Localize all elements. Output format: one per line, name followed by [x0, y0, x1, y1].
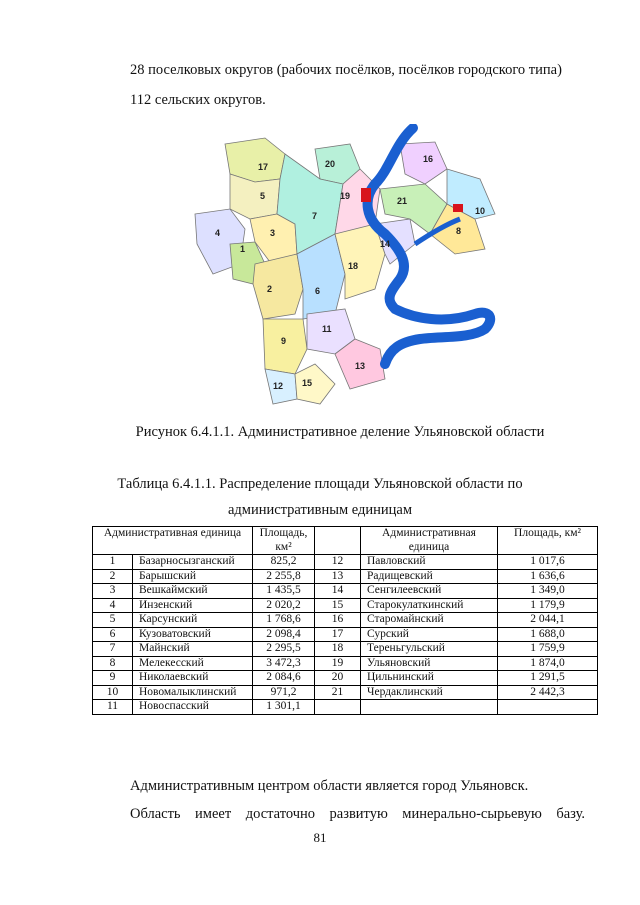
district-name-right: Сурский	[361, 627, 498, 642]
row-number-left: 8	[93, 656, 133, 671]
header-blank	[315, 527, 361, 555]
district-area-right	[498, 700, 598, 715]
row-number-right: 12	[315, 555, 361, 570]
table-header-row	[93, 527, 598, 555]
table-row	[93, 569, 598, 584]
row-number-right: 19	[315, 656, 361, 671]
table-row	[93, 598, 598, 613]
row-number-left: 3	[93, 584, 133, 599]
district-name-left: Барышский	[133, 569, 253, 584]
map-label-15: 15	[302, 378, 313, 388]
map-label-6: 6	[315, 286, 321, 296]
table-row	[93, 584, 598, 599]
row-number-right: 13	[315, 569, 361, 584]
row-number-left: 5	[93, 613, 133, 628]
district-name-right: Сенгилеевский	[361, 584, 498, 599]
district-name-left: Инзенский	[133, 598, 253, 613]
row-number-left: 4	[93, 598, 133, 613]
district-name-left: Новоспасский	[133, 700, 253, 715]
map-label-16: 16	[423, 154, 434, 164]
district-name-left: Николаевский	[133, 671, 253, 686]
row-number-left: 2	[93, 569, 133, 584]
table-row	[93, 700, 598, 715]
district-area-right: 1 874,0	[498, 656, 598, 671]
district-name-right: Ульяновский	[361, 656, 498, 671]
header-unit-right: Административная единица	[361, 527, 498, 555]
map-label-14: 14	[380, 239, 391, 249]
row-number-right: 18	[315, 642, 361, 657]
district-9	[263, 319, 307, 374]
table-row	[93, 685, 598, 700]
row-number-right: 20	[315, 671, 361, 686]
row-number-right: 16	[315, 613, 361, 628]
table-row	[93, 627, 598, 642]
map-label-5: 5	[260, 191, 266, 201]
district-area-left: 1 435,5	[253, 584, 315, 599]
table-row	[93, 671, 598, 686]
district-area-left: 3 472,3	[253, 656, 315, 671]
district-area-left: 2 020,2	[253, 598, 315, 613]
district-area-right: 1 636,6	[498, 569, 598, 584]
district-area-right: 1 291,5	[498, 671, 598, 686]
region-map	[185, 124, 500, 414]
row-number-right: 21	[315, 685, 361, 700]
district-15	[295, 364, 335, 404]
row-number-left: 1	[93, 555, 133, 570]
district-name-left: Мелекесский	[133, 656, 253, 671]
district-area-left: 2 084,6	[253, 671, 315, 686]
district-area-right: 1 017,6	[498, 555, 598, 570]
district-name-right: Тереньгульский	[361, 642, 498, 657]
map-label-4: 4	[215, 228, 221, 238]
district-area-right: 1 759,9	[498, 642, 598, 657]
district-name-right: Павловский	[361, 555, 498, 570]
map-label-13: 13	[355, 361, 366, 371]
map-label-10: 10	[475, 206, 486, 216]
map-label-7: 7	[312, 211, 318, 221]
map-label-9: 9	[281, 336, 287, 346]
district-name-right: Радищевский	[361, 569, 498, 584]
table-row	[93, 656, 598, 671]
row-number-left: 9	[93, 671, 133, 686]
row-number-right: 15	[315, 598, 361, 613]
district-name-right: Старомайнский	[361, 613, 498, 628]
district-name-right: Чердаклинский	[361, 685, 498, 700]
map-label-12: 12	[273, 381, 284, 391]
district-area-right: 2 044,1	[498, 613, 598, 628]
header-unit-left: Административная единица	[93, 527, 253, 555]
table-caption-line-2: административным единицам	[227, 502, 413, 518]
district-area-left: 2 295,5	[253, 642, 315, 657]
map-label-17: 17	[258, 162, 269, 172]
header-area-left: Площадь, км²	[253, 527, 315, 555]
row-number-left: 7	[93, 642, 133, 657]
district-2	[253, 254, 303, 319]
row-number-right	[315, 700, 361, 715]
district-area-left: 1 768,6	[253, 613, 315, 628]
district-area-left: 2 255,8	[253, 569, 315, 584]
row-number-right: 14	[315, 584, 361, 599]
map-label-20: 20	[325, 159, 336, 169]
row-number-right: 17	[315, 627, 361, 642]
map-label-3: 3	[270, 228, 276, 238]
district-name-right: Цильнинский	[361, 671, 498, 686]
header-area-right: Площадь, км²	[498, 527, 598, 555]
map-label-18: 18	[348, 261, 359, 271]
figure-caption: Рисунок 6.4.1.1. Административное деление Ульяновской области	[135, 424, 545, 440]
district-name-left: Майнский	[133, 642, 253, 657]
paragraph-2: Область имеет достаточно развитую минерально-сырьевую базу.	[130, 806, 585, 822]
district-area-left: 971,2	[253, 685, 315, 700]
page-number: 81	[313, 830, 327, 845]
table-row	[93, 642, 598, 657]
table-caption-line-1: Таблица 6.4.1.1. Распределение площади Ульяновской области по	[117, 476, 523, 492]
city-ulyanovsk	[361, 188, 371, 202]
district-name-left: Вешкаймский	[133, 584, 253, 599]
district-area-left: 1 301,1	[253, 700, 315, 715]
map-label-2: 2	[267, 284, 273, 294]
district-name-left: Базарносызганский	[133, 555, 253, 570]
district-18	[335, 224, 385, 299]
row-number-left: 11	[93, 700, 133, 715]
district-name-left: Кузоватовский	[133, 627, 253, 642]
district-name-right	[361, 700, 498, 715]
district-area-left: 2 098,4	[253, 627, 315, 642]
paragraph-1: Административным центром области является город Ульяновск.	[130, 778, 529, 794]
text-line-2: 112 сельских округов.	[130, 92, 266, 108]
district-area-right: 1 349,0	[498, 584, 598, 599]
map-label-21: 21	[397, 196, 408, 206]
district-area-right: 1 179,9	[498, 598, 598, 613]
map-label-1: 1	[240, 244, 246, 254]
map-label-19: 19	[340, 191, 351, 201]
table-row	[93, 555, 598, 570]
district-name-left: Новомалыклинский	[133, 685, 253, 700]
table-row	[93, 613, 598, 628]
district-area-right: 2 442,3	[498, 685, 598, 700]
district-area-table	[92, 526, 598, 715]
map-label-11: 11	[322, 324, 332, 334]
district-area-right: 1 688,0	[498, 627, 598, 642]
text-line-1: 28 поселковых округов (рабочих посёлков, посёлков городского типа)	[130, 62, 562, 78]
row-number-left: 10	[93, 685, 133, 700]
row-number-left: 6	[93, 627, 133, 642]
district-name-left: Карсунский	[133, 613, 253, 628]
city-dimitrovgrad	[453, 204, 463, 212]
district-name-right: Старокулаткинский	[361, 598, 498, 613]
district-area-left: 825,2	[253, 555, 315, 570]
map-label-8: 8	[456, 226, 462, 236]
